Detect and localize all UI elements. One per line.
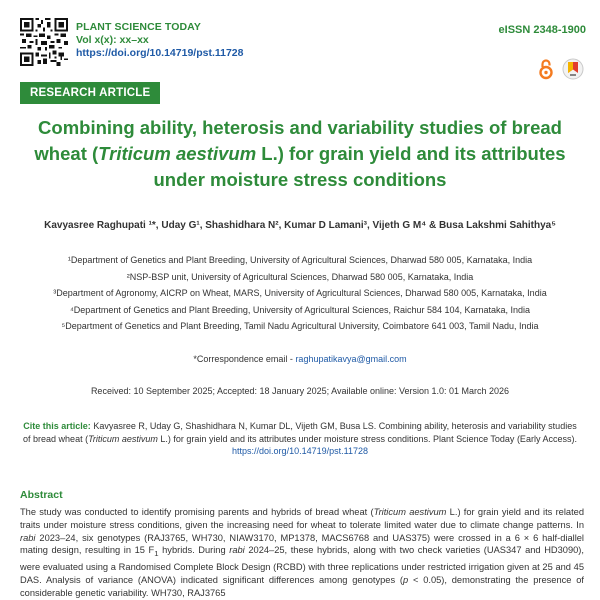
- open-access-icon[interactable]: [538, 58, 554, 80]
- citation-block: [20, 420, 580, 458]
- author-list: Kavyasree Raghupati ¹*, Uday G¹, Shashidhara N², Kumar D Lamani³, Vijeth G M⁴ & Busa Lakshmi Sahithya⁵: [44, 220, 556, 231]
- abstract-seg: < 0.05), demonstrating the presence of considerable genetic variability. WH730, RAJ3765: [20, 574, 584, 598]
- abstract-species: Triticum aestivum: [373, 507, 447, 517]
- abstract-seg: 2023–24, six genotypes (RAJ3765, WH730, NIAW3170, MP1378, MACS6768 and UAS375) were crossed in a 6 × 6 half-diallel mating design, resulting in 15 F: [20, 532, 584, 556]
- crossmark-icon[interactable]: [562, 58, 584, 80]
- affiliations: [20, 252, 580, 335]
- doi-link[interactable]: https://doi.org/10.14719/pst.11728: [76, 47, 244, 59]
- abstract-seg: The study was conducted to identify promising parents and hybrids of bread wheat (: [20, 507, 374, 517]
- abstract-subscript: 1: [154, 549, 159, 559]
- abstract-p-value: p: [403, 574, 409, 585]
- abstract-seg: hybrids. During: [158, 545, 230, 556]
- abstract-heading: Abstract: [20, 489, 63, 501]
- correspondence-label: *Correspondence email -: [193, 354, 296, 364]
- journal-info: [76, 21, 243, 60]
- citation-species: Triticum aestivum: [88, 433, 158, 444]
- abstract-text: [20, 506, 584, 599]
- correspondence: [20, 354, 580, 364]
- title-species: Triticum aestivum: [98, 143, 257, 164]
- affiliation-3: ³Department of Agronomy, AICRP on Wheat, MARS, University of Agricultural Sciences, Dharwad 580 005, Karnataka, India: [53, 288, 547, 298]
- affiliation-1: ¹Department of Genetics and Plant Breeding, University of Agricultural Sciences, Dharwad 580 005, Karnataka, India: [67, 255, 533, 265]
- citation-doi-link[interactable]: https://doi.org/10.14719/pst.11728: [232, 446, 368, 456]
- affiliation-5: ⁵Department of Genetics and Plant Breeding, Tamil Nadu Agricultural University, Coimbatore 641 003, Tamil Nadu, India: [61, 321, 539, 331]
- abstract-seg: L.) for grain yield and its related traits under moisture stress conditions, given the increasing need for wheat to tolerate limited water due to climate change patterns. In: [20, 507, 585, 530]
- eissn-label: eISSN 2348-1900: [498, 24, 586, 36]
- title-text: Combining ability, heterosis and variability studies of bread wheat (: [34, 117, 562, 164]
- volume-info: Vol x(x): xx–xx: [76, 34, 149, 46]
- abstract-rabi: rabi: [20, 532, 36, 543]
- title-text-end: L.) for grain yield and its attributes under moisture stress conditions: [153, 143, 566, 190]
- abstract-seg: 2024–25, these hybrids, along with two check varieties (UAS347 and HD3090), were evaluated using a Randomised Complete Block Design (RCBD) with three replications under restricted irrigation given at 25 and 45 DAS. Analysis of variance (ANOVA) indicated significant differences among genotypes (: [20, 545, 584, 585]
- affiliation-2: ²NSP-BSP unit, University of Agricultural Sciences, Dharwad 580 005, Karnataka, India: [126, 271, 474, 282]
- citation-text: [20, 420, 580, 445]
- affiliation-4: ⁴Department of Genetics and Plant Breeding, University of Agricultural Sciences, Raichur 584 104, Karnataka, India: [69, 304, 531, 315]
- citation-part2: L.) for grain yield and its attributes under moisture stress conditions. Plant Science Today (Early Access).: [157, 433, 577, 444]
- article-dates: Received: 10 September 2025; Accepted: 18 January 2025; Available online: Version 1.0: 01 March 2026: [90, 386, 510, 396]
- qr-code-icon: [20, 18, 68, 66]
- journal-header: [20, 18, 586, 74]
- article-type-badge: RESEARCH ARTICLE: [20, 82, 160, 104]
- citation-label: Cite this article:: [23, 421, 91, 431]
- article-title: [20, 115, 580, 193]
- citation-part1: Kavyasree R, Uday G, Shashidhara N, Kumar DL, Vijeth GM, Busa LS. Combining ability, heterosis and variability studies of bread wheat (: [23, 421, 577, 444]
- abstract-rabi: rabi: [229, 545, 245, 556]
- journal-name: PLANT SCIENCE TODAY: [76, 21, 202, 33]
- correspondence-email[interactable]: raghupatikavya@gmail.com: [295, 354, 407, 364]
